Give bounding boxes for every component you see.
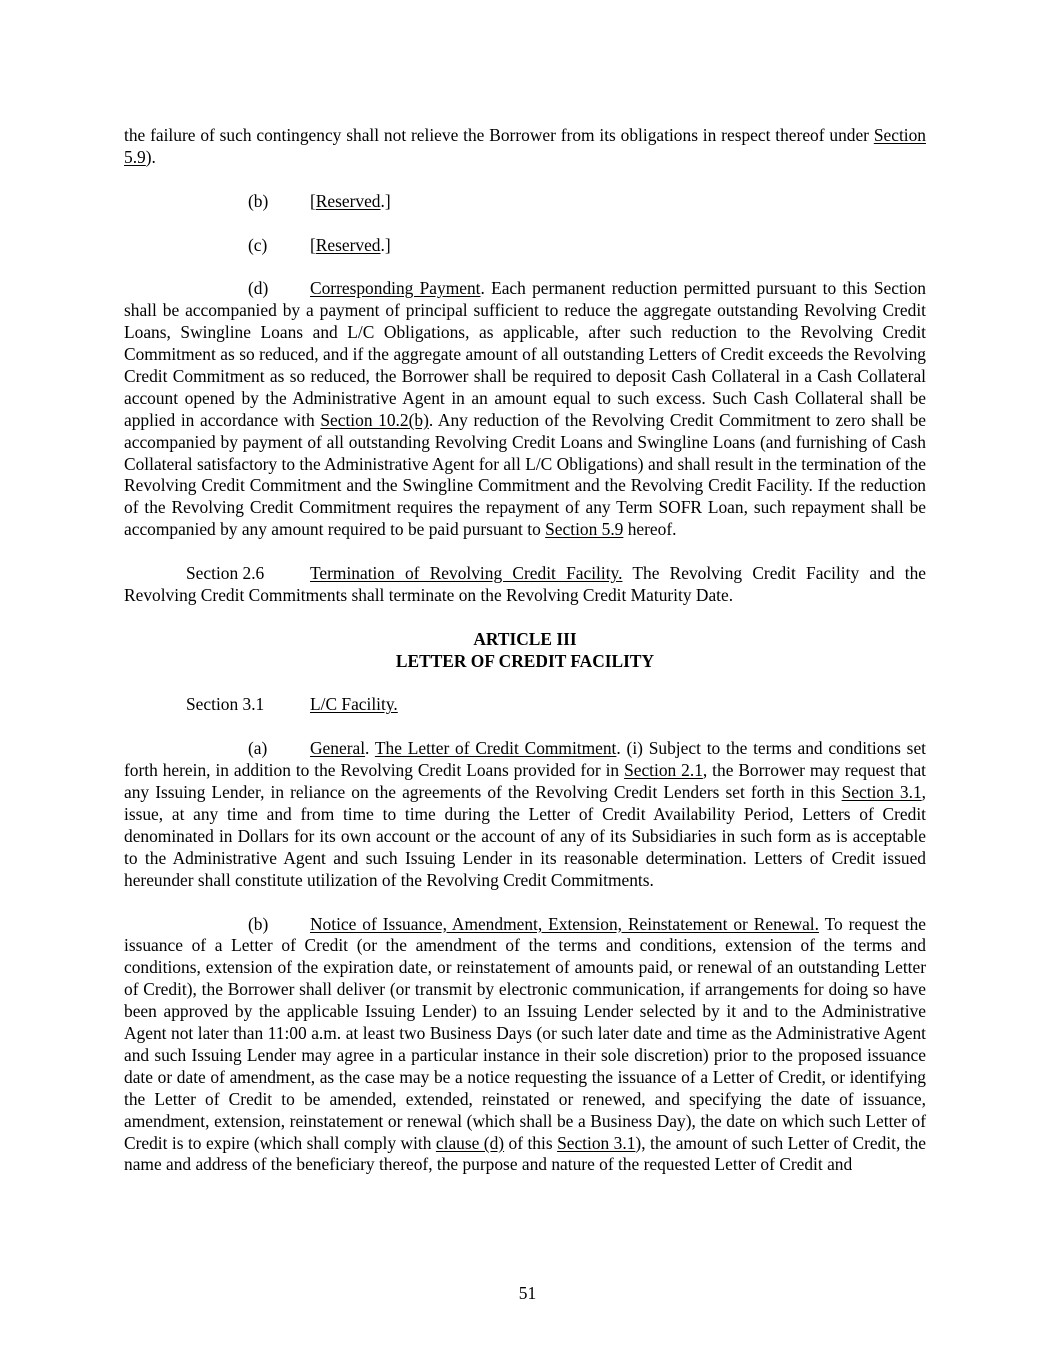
clause-3b-notice: (b) Notice of Issuance, Amendment, Extension, Reinstatement or Renewal. To request the issuance of a Letter of Credit (or the amendment of the terms and conditions, extension of the terms and conditions, extension of the expiration date, or reinstatement of amounts paid, or renewal of an outstanding Letter of Credit), the Borrower shall deliver (or transmit by electronic communication, if arrangements for doing so have been approved by the applicable Issuing Lender) to an Issuing Lender selected by it and to the Administrative Agent not later than 11:00 a.m. at least two Business Days (or such later date and time as the Administrative Agent and such Issuing Lender may agree in a particular instance in their sole discretion) prior to the proposed issuance date or date of amendment, as the case may be a notice requesting the issuance of a Letter of Credit, or identifying the Letter of Credit to be amended, extended, reinstated or renewed, and specifying the date of issuance, amendment, extension, reinstatement or renewal (which shall be a Business Day), the date on which such Letter of Credit is to expire (which shall comply with clause (d) of this Section 3.1), the amount of such Letter of Credit, the name and address of the beneficiary thereof, the purpose and nature of the requested Letter of Credit and	[124, 913, 927, 1175]
section-5-9-reference[interactable]: Section 5.9	[124, 125, 926, 167]
clause-heading: General	[310, 738, 366, 759]
article-title: LETTER OF CREDIT FACILITY	[395, 650, 655, 671]
section-label: Section 3.1	[186, 694, 265, 715]
reserved-heading: Reserved	[315, 234, 381, 255]
page-number: 51	[518, 1283, 537, 1303]
section-5-9-reference[interactable]: Section 5.9	[545, 519, 624, 540]
document-page	[124, 125, 926, 1176]
clause-d-reference[interactable]: clause (d)	[435, 1132, 505, 1153]
section-2-1-reference[interactable]: Section 2.1	[624, 760, 703, 781]
clause-label: (b)	[248, 913, 269, 934]
paragraph-continuation: the failure of such contingency shall not relieve the Borrower from its obligations in respect thereof under Section 5.9).	[124, 125, 926, 167]
section-heading: L/C Facility.	[310, 694, 398, 715]
clause-3a-general: (a) General. The Letter of Credit Commitment. (i) Subject to the terms and conditions set forth herein, in addition to the Revolving Credit Loans provided for in Section 2.1, the Borrower may request that any Issuing Lender, in reliance on the agreements of the Revolving Credit Lenders set forth in this Section 3.1, issue, at any time and from time to time during the Letter of Credit Availability Period, Letters of Credit denominated in Dollars for its own account or the account of any of its Subsidiaries in such form as is acceptable to the Administrative Agent and such Issuing Lender in its reasonable determination. Letters of Credit issued hereunder shall constitute utilization of the Revolving Credit Commitments.	[124, 738, 926, 890]
clause-d-corresponding-payment: (d) Corresponding Payment. Each permanent reduction permitted pursuant to this Section shall be accompanied by a payment of principal sufficient to reduce the aggregate outstanding Revolving Credit Loans, Swingline Loans and L/C Obligations, as applicable, after such reduction to the Revolving Credit Commitment as so reduced, and if the aggregate amount of all outstanding Letters of Credit exceeds the Revolving Credit Commitment as so reduced, the Borrower shall be required to deposit Cash Collateral in a Cash Collateral account opened by the Administrative Agent in an amount equal to such excess. Such Cash Collateral shall be applied in accordance with Section 10.2(b). Any reduction of the Revolving Credit Commitment to zero shall be accompanied by payment of all outstanding Revolving Credit Loans and Swingline Loans (and furnishing of Cash Collateral satisfactory to the Administrative Agent for all L/C Obligations) and shall result in the termination of the Revolving Credit Commitment and the Swingline Commitment and the Revolving Credit Facility. If the reduction of the Revolving Credit Commitment requires the repayment of any Term SOFR Loan, such repayment shall be accompanied by any amount required to be paid pursuant to Section 5.9 hereof.	[124, 278, 926, 540]
clause-label: (d)	[248, 278, 269, 299]
section-10-2b-reference[interactable]: Section 10.2(b)	[320, 409, 429, 430]
clause-subheading: The Letter of Credit Commitment	[374, 738, 617, 759]
article-number: ARTICLE III	[473, 628, 577, 649]
section-2-6: Section 2.6 Termination of Revolving Credit Facility. The Revolving Credit Facility and the Revolving Credit Commitments shall terminate on the Revolving Credit Maturity Date.	[124, 563, 926, 605]
section-label: Section 2.6	[186, 563, 265, 584]
clause-label: (b)	[248, 190, 269, 211]
section-3-1-reference[interactable]: Section 3.1	[841, 782, 922, 803]
clause-label: (c)	[248, 234, 268, 255]
clause-b-reserved: (b) [Reserved.]	[248, 190, 391, 211]
section-3-1-reference[interactable]: Section 3.1	[557, 1132, 636, 1153]
clause-c-reserved: (c) [Reserved.]	[248, 234, 391, 255]
clause-heading: Corresponding Payment	[310, 278, 481, 299]
reserved-heading: Reserved	[315, 190, 381, 211]
section-3-1	[124, 694, 926, 716]
clause-label: (a)	[248, 738, 268, 759]
section-heading: Termination of Revolving Credit Facility.	[310, 563, 623, 584]
clause-heading: Notice of Issuance, Amendment, Extension, Reinstatement or Renewal.	[310, 913, 819, 934]
